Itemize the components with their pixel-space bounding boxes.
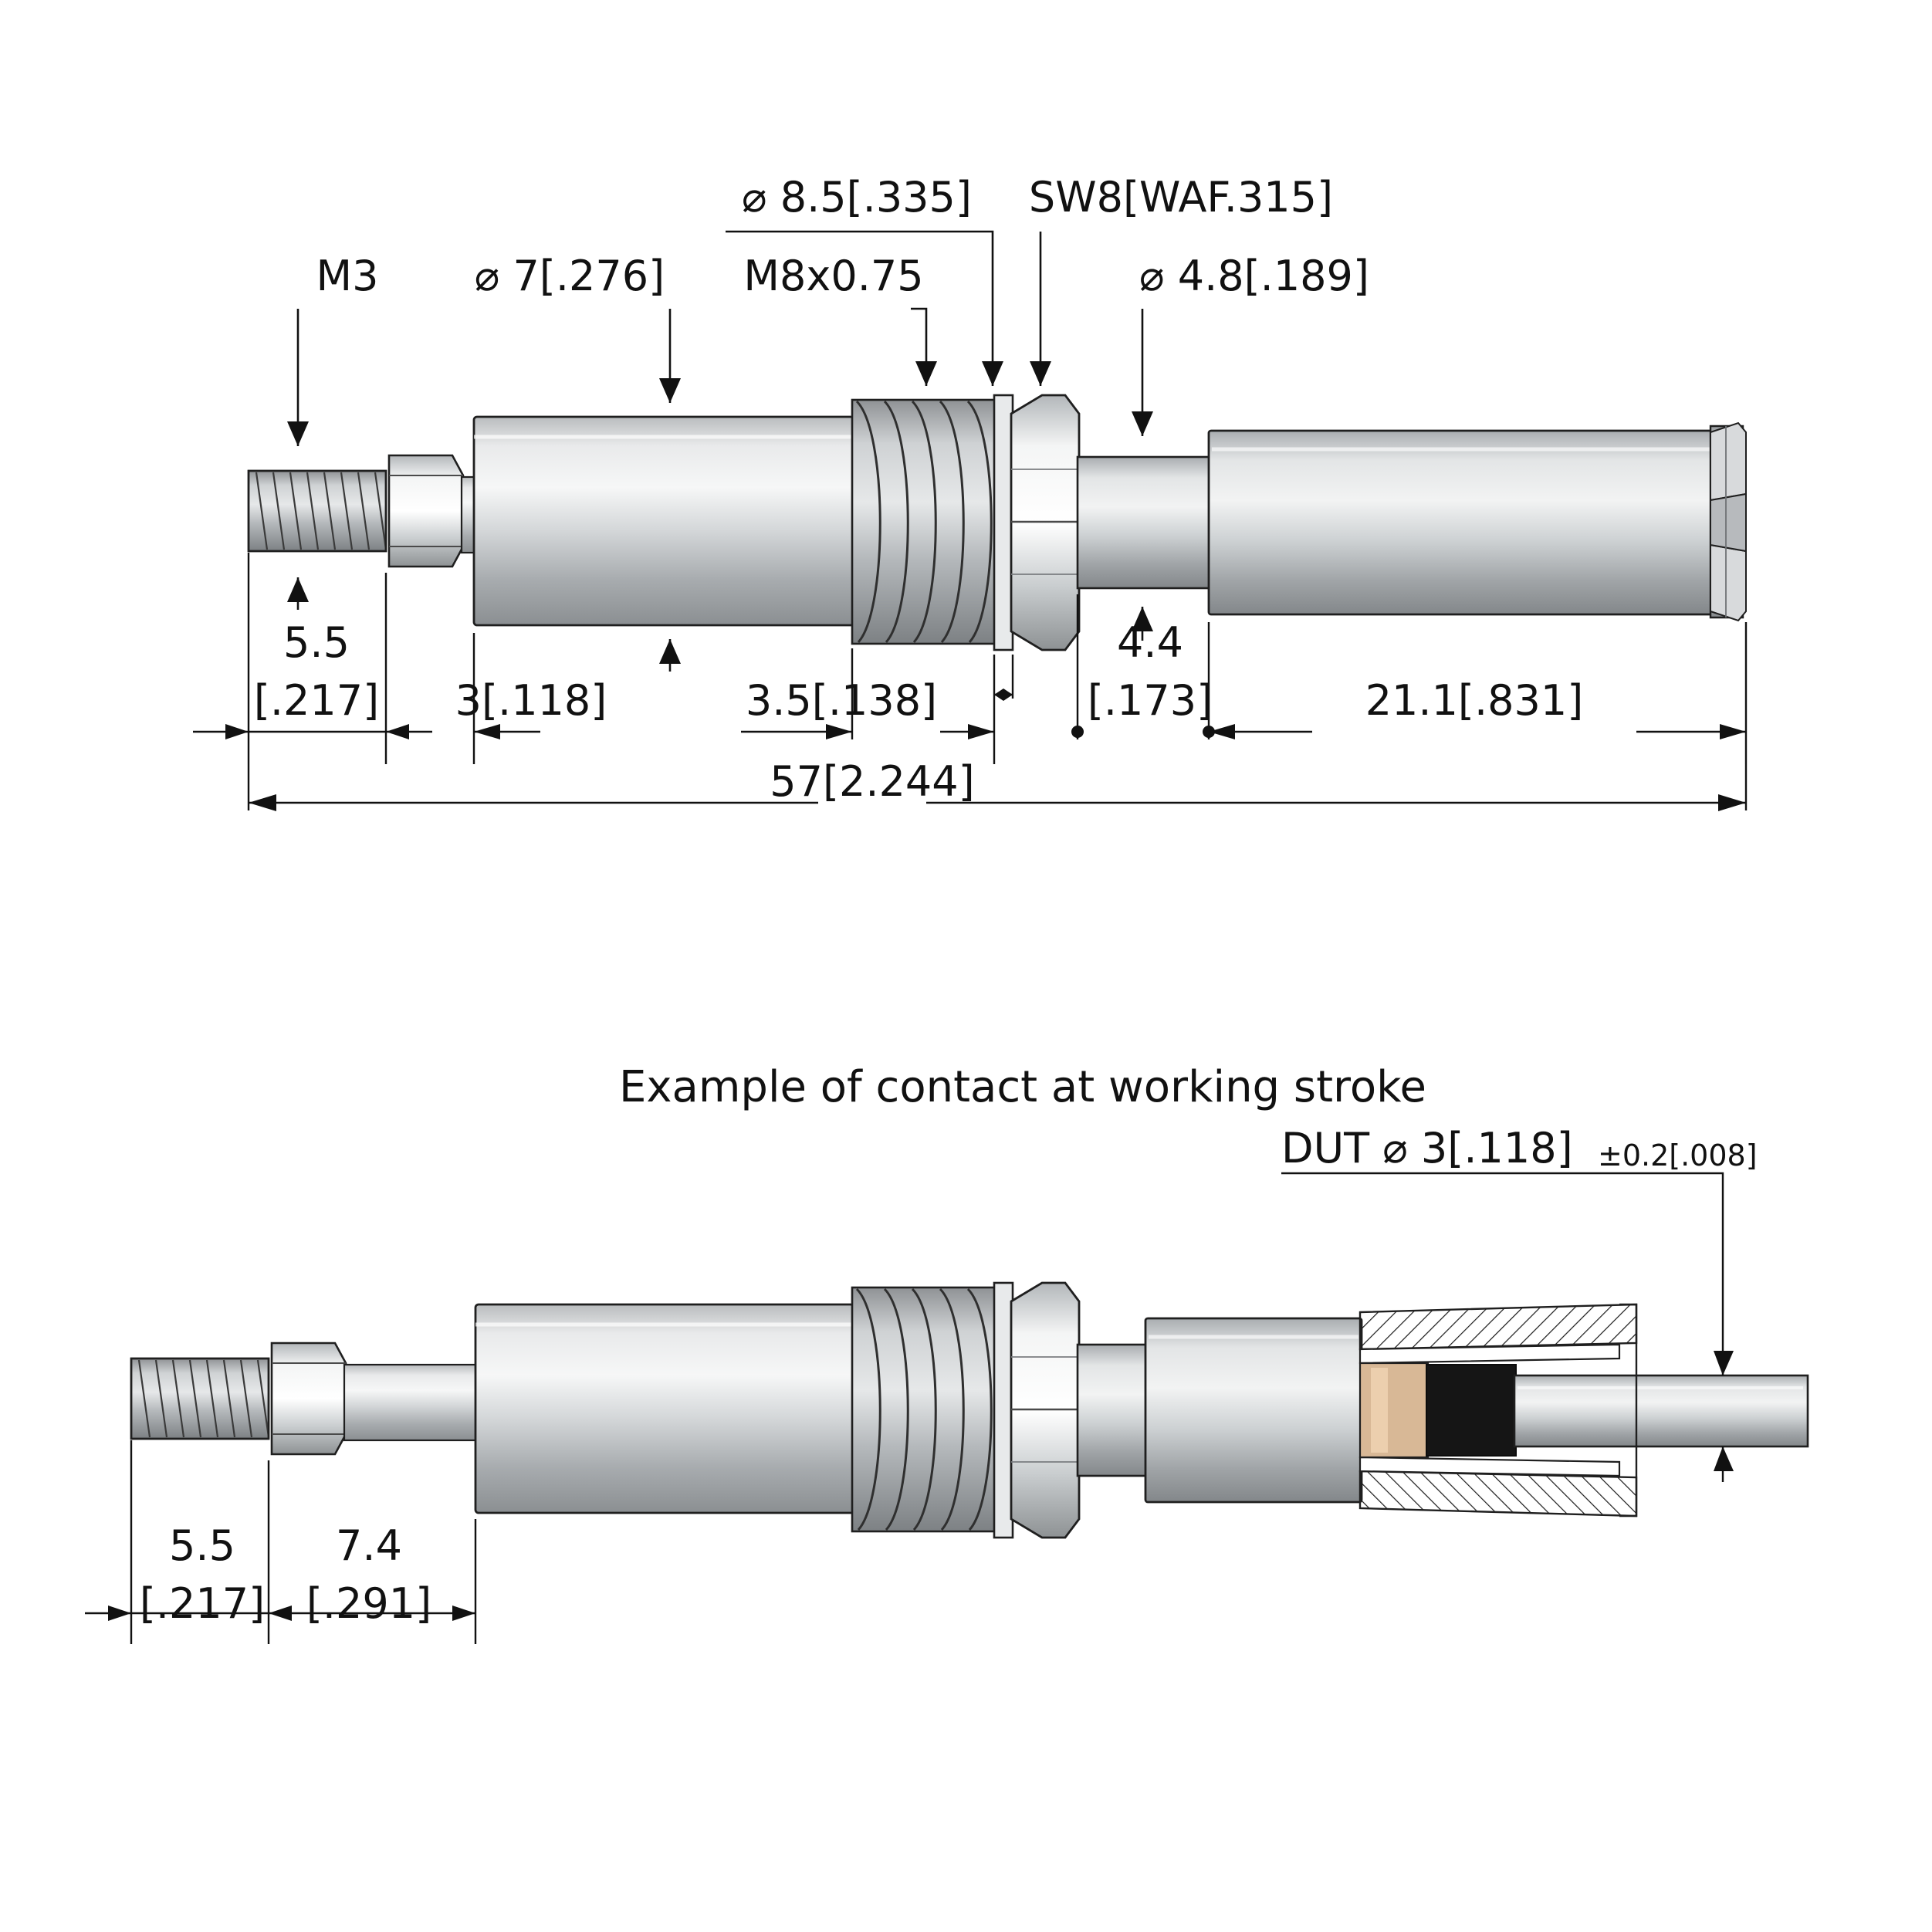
dim-57-overall: 57[2.244]	[770, 757, 975, 806]
dim-21-1-value: 21.1[.831]	[1365, 676, 1584, 725]
label-m3: M3	[316, 252, 379, 300]
label-diameter-8-5: ⌀ 8.5[.335]	[742, 173, 972, 222]
bottom-view-part	[131, 1283, 1808, 1538]
dim-3-5-value: 3.5[.138]	[745, 676, 938, 725]
dim-5-5-value: 5.5	[283, 618, 350, 667]
dim-b-7-4-inch: [.291]	[306, 1579, 432, 1628]
dim-4-4-value: 4.4	[1117, 618, 1183, 667]
top-view-part	[249, 395, 1746, 650]
dim-b-5-5-value: 5.5	[169, 1521, 235, 1570]
dut-tolerance: ±0.2[.008]	[1598, 1139, 1758, 1172]
dim-5-5-inch: [.217]	[253, 676, 380, 725]
dim-b-5-5-inch: [.217]	[139, 1579, 266, 1628]
dim-b-7-4-value: 7.4	[336, 1521, 402, 1570]
label-diameter-4-8: ⌀ 4.8[.189]	[1139, 252, 1369, 300]
dim-3-value: 3[.118]	[455, 676, 607, 725]
label-m8x075: M8x0.75	[743, 252, 924, 300]
working-stroke-note: Example of contact at working stroke	[619, 1062, 1426, 1112]
label-sw8-waf: SW8[WAF.315]	[1028, 173, 1334, 222]
dim-4-4-inch: [.173]	[1087, 676, 1213, 725]
label-diameter-7: ⌀ 7[.276]	[474, 252, 665, 300]
dut-label: DUT ⌀ 3[.118]	[1281, 1124, 1573, 1172]
